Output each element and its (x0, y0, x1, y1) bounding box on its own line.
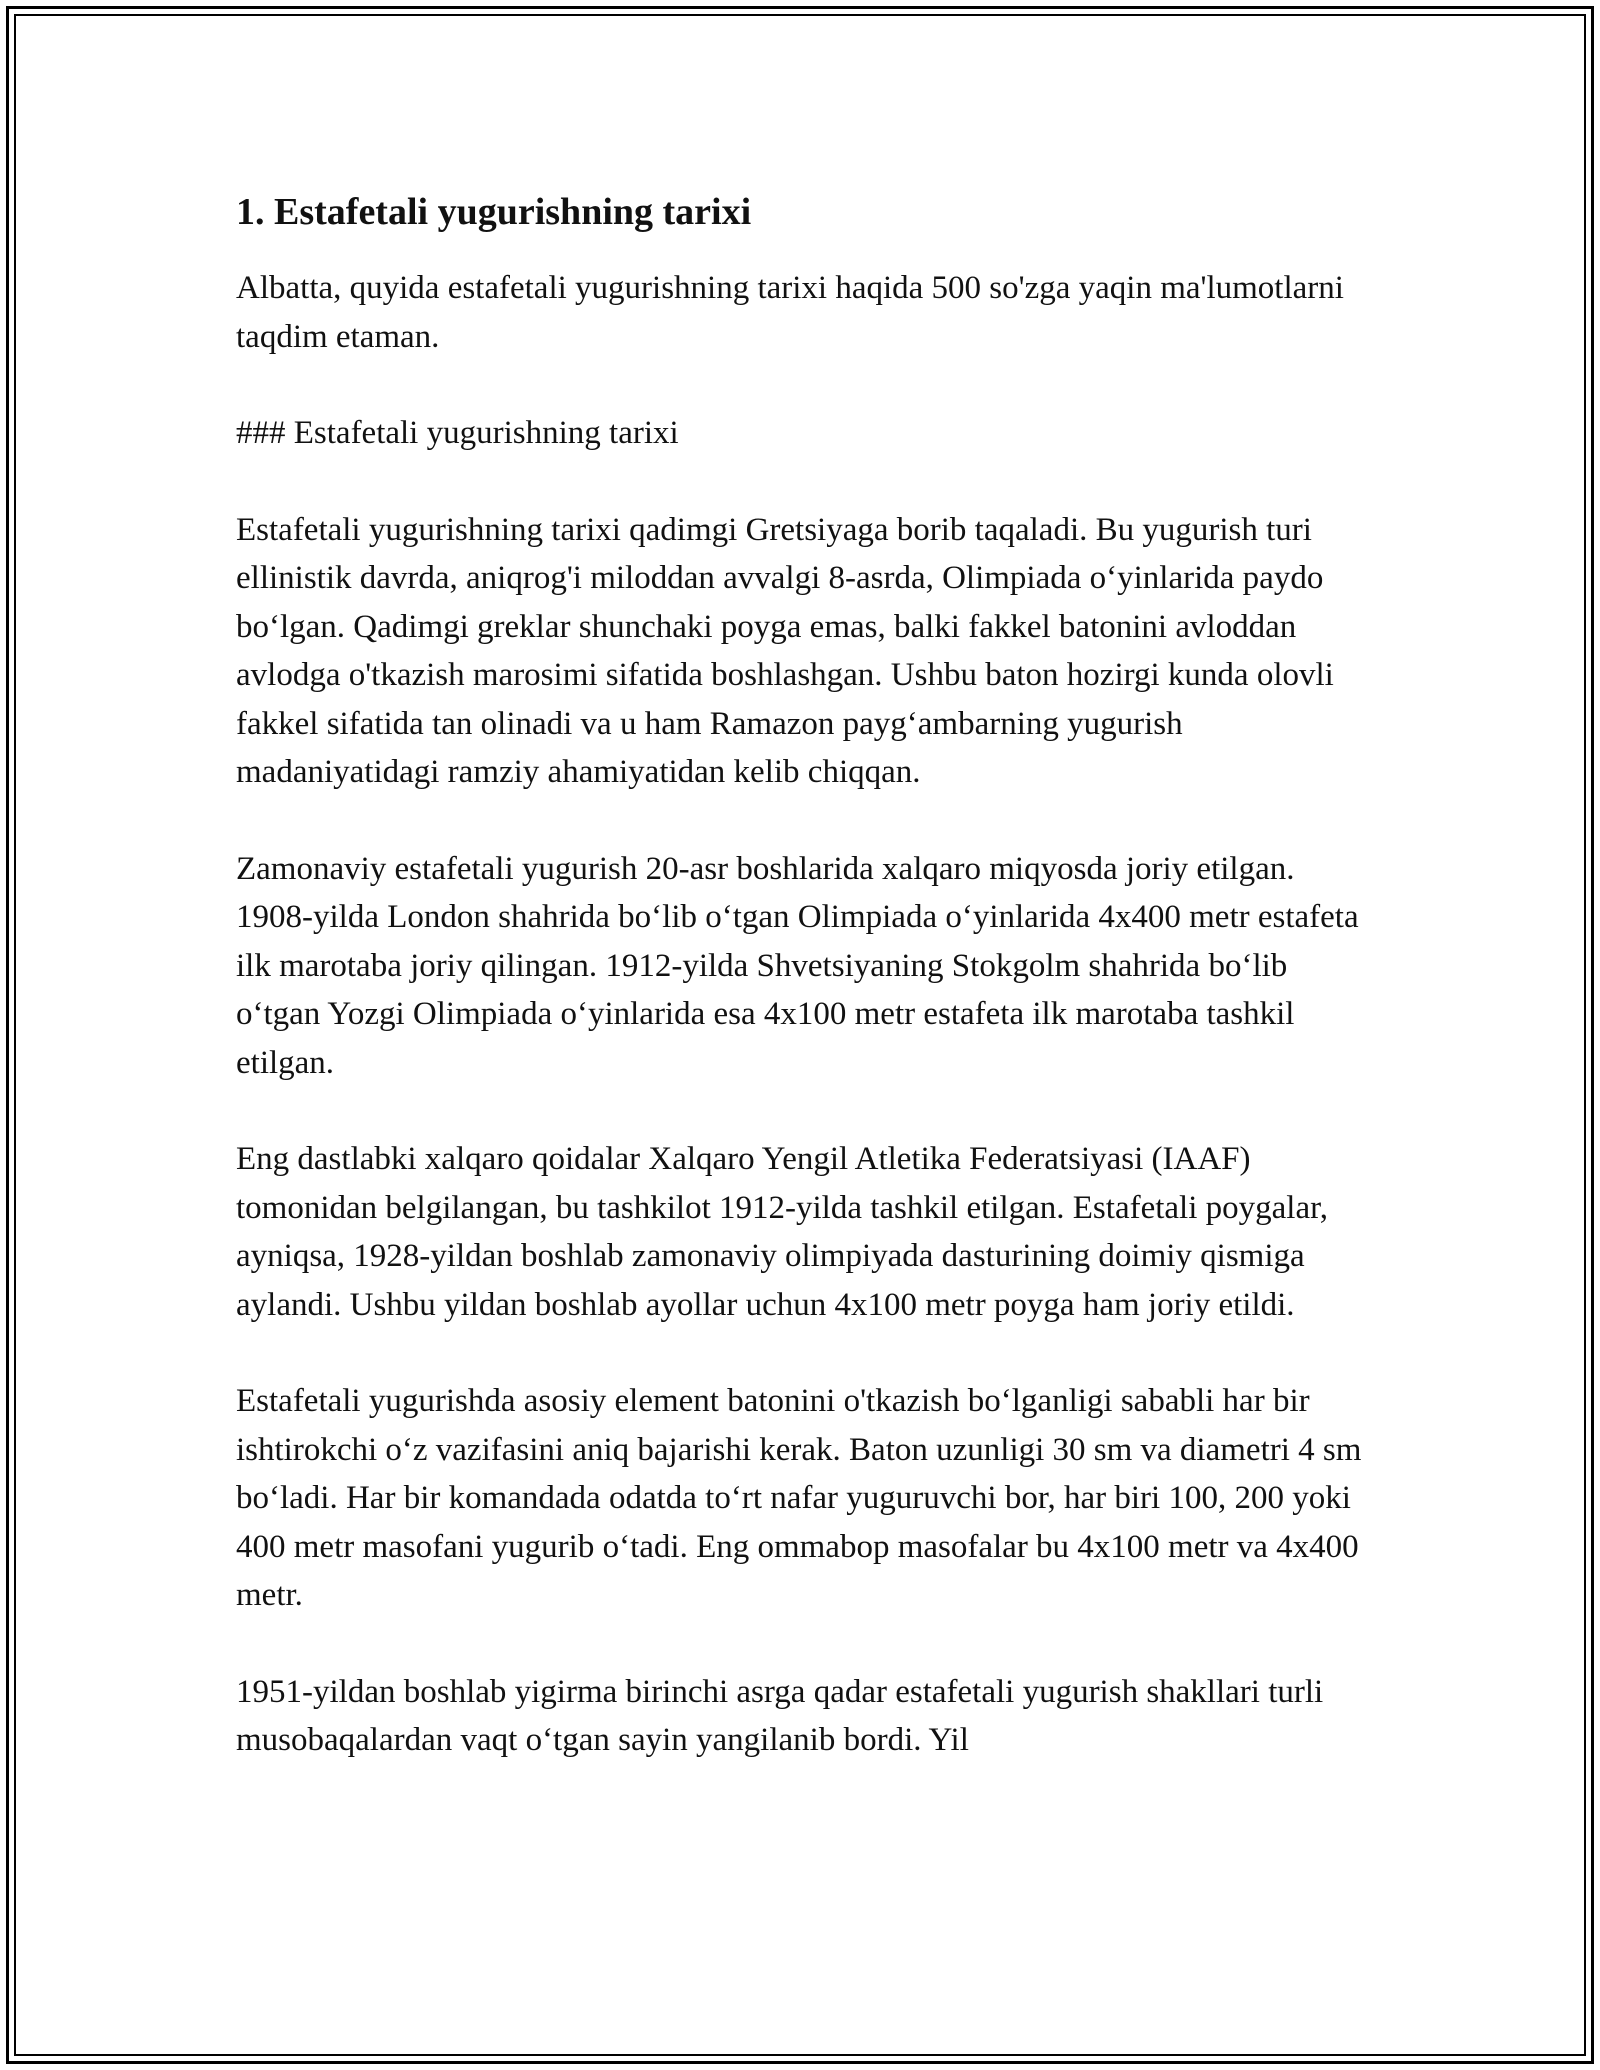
paragraph-history-continued: 1951-yildan boshlab yigirma birinchi asrga qadar estafetali yugurish shakllari turli musobaqalardan vaqt o‘tgan sayin yangilanib bordi. Yil (236, 1673, 1324, 1758)
intro-paragraph: Albatta, quyida estafetali yugurishning tarixi haqida 500 so'zga yaqin ma'lumotlarni taqdim etaman. (236, 270, 1344, 355)
paragraph-baton-passing: Estafetali yugurishda asosiy element batonini o'tkazish bo‘lganligi sababli har bir ishtirokchi o‘z vazifasini aniq bajarishi kerak. Baton uzunligi 30 sm va diametri 4 sm bo‘ladi. Har bir komandada odatda to‘rt nafar yuguruvchi bor, har biri 100, 200 yoki 400 metr masofani yugurib o‘tadi. Eng ommabop masofalar bu 4x100 metr va 4x400 metr. (236, 1383, 1362, 1613)
section-heading: 1. Estafetali yugurishning tarixi (236, 191, 752, 233)
paragraph-ancient-origins: Estafetali yugurishning tarixi qadimgi Gretsiyaga borib taqaladi. Bu yugurish turi ellinistik davrda, aniqrog'i miloddan avvalgi 8-asrda, Olimpiada o‘yinlarida paydo bo‘lgan. Qadimgi greklar shunchaki poyga emas, balki fakkel batonini avloddan avlodga o'tkazish marosimi sifatida boshlashgan. Ushbu baton hozirgi kunda olovli fakkel sifatida tan olinadi va u ham Ramazon payg‘ambarning yugurish madaniyatidagi ramziy ahamiyatidan kelib chiqqan. (236, 511, 1334, 790)
document-body (236, 186, 1366, 1813)
paragraph-iaaf-rules: Eng dastlabki xalqaro qoidalar Xalqaro Yengil Atletika Federatsiyasi (IAAF) tomonidan belgilangan, bu tashkilot 1912-yilda tashkil etilgan. Estafetali poygalar, ayniqsa, 1928-yildan boshlab zamonaviy olimpiyada dasturining doimiy qismiga aylandi. Ushbu yildan boshlab ayollar uchun 4x100 metr poyga ham joriy etildi. (236, 1141, 1329, 1323)
markdown-subheading: ### Estafetali yugurishning tarixi (236, 415, 679, 451)
paragraph-modern-relay: Zamonaviy estafetali yugurish 20-asr boshlarida xalqaro miqyosda joriy etilgan. 1908-yilda London shahrida bo‘lib o‘tgan Olimpiada o‘yinlarida 4x400 metr estafeta ilk marotaba joriy qilingan. 1912-yilda Shvetsiyaning Stokgolm shahrida bo‘lib o‘tgan Yozgi Olimpiada o‘yinlarida esa 4x100 metr estafeta ilk marotaba tashkil etilgan. (236, 850, 1359, 1081)
